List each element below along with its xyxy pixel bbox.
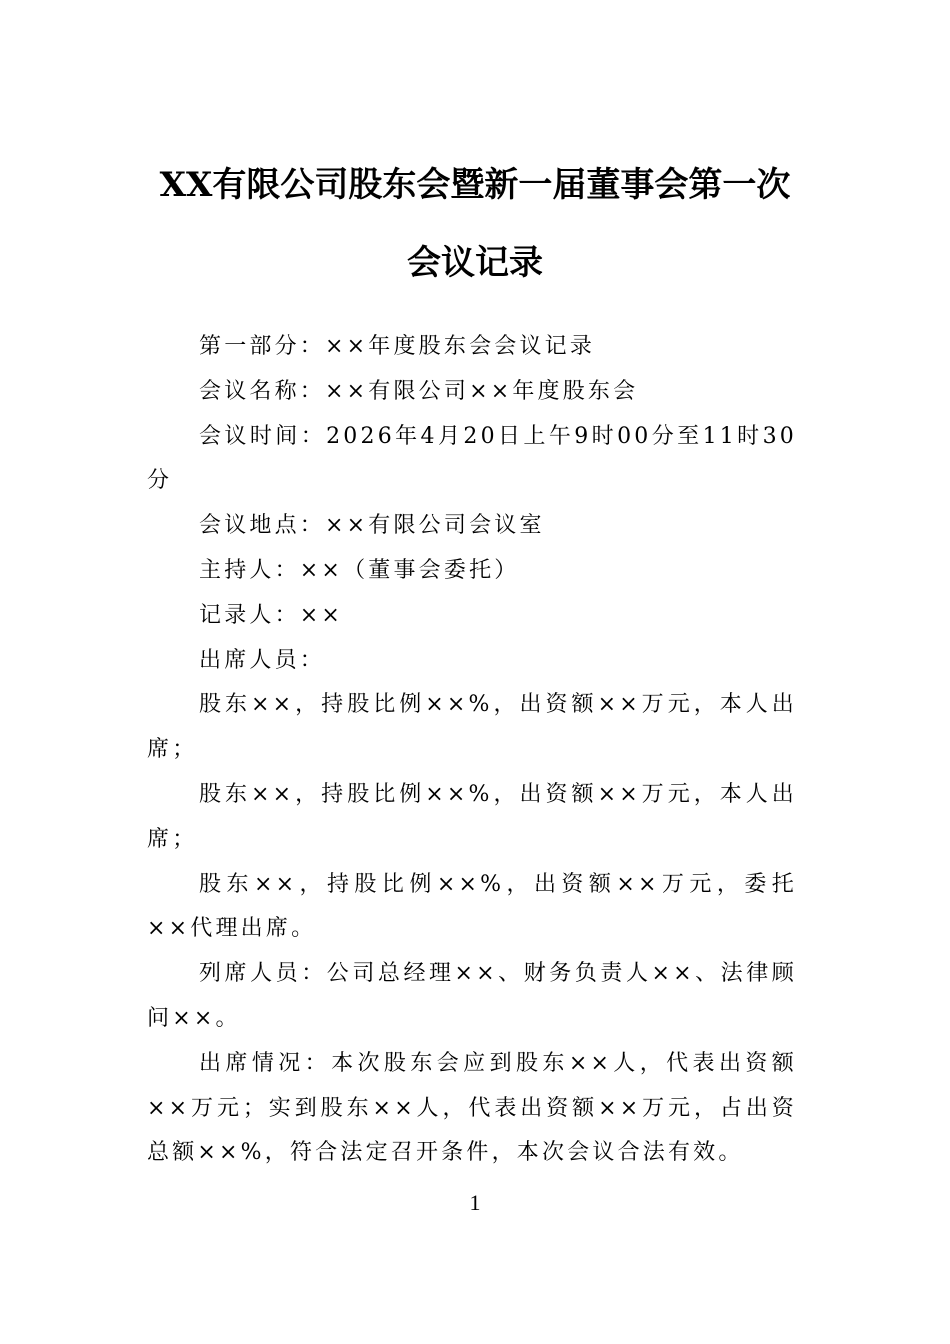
paragraph-shareholder-3: 股东××，持股比例××%，出资额××万元，委托××代理出席。	[147, 871, 797, 942]
title-line-2: 会议记录	[407, 243, 543, 283]
page-number: 1	[469, 1190, 481, 1215]
paragraph-recorder: 记录人：××	[199, 602, 344, 628]
paragraph-nonvoting-attendees: 列席人员：公司总经理××、财务负责人××、法律顾问××。	[147, 961, 797, 1031]
paragraph-meeting-name: 会议名称：××有限公司××年度股东会	[199, 378, 639, 404]
paragraph-host: 主持人：××（董事会委托）	[199, 557, 520, 583]
paragraph-shareholder-2: 股东××，持股比例××%，出资额××万元，本人出席；	[147, 781, 797, 852]
title-line-1: XX有限公司股东会暨新一届董事会第一次	[159, 165, 791, 205]
paragraph-shareholder-1: 股东××，持股比例××%，出资额××万元，本人出席；	[147, 692, 797, 763]
paragraph-meeting-time: 会议时间：2026年4月20日上午9时00分至11时30分	[147, 423, 797, 494]
paragraph-meeting-place: 会议地点：××有限公司会议室	[199, 513, 545, 539]
paragraph-part-heading: 第一部分：××年度股东会会议记录	[199, 334, 596, 359]
paragraph-attendance-status: 出席情况：本次股东会应到股东××人，代表出资额××万元；实到股东××人，代表出资额××万元，占出资总额××%，符合法定召开条件，本次会议合法有效。	[147, 1050, 797, 1166]
paragraph-attendees-heading: 出席人员：	[199, 647, 326, 673]
document-body	[147, 325, 797, 1176]
document-title	[140, 146, 810, 302]
